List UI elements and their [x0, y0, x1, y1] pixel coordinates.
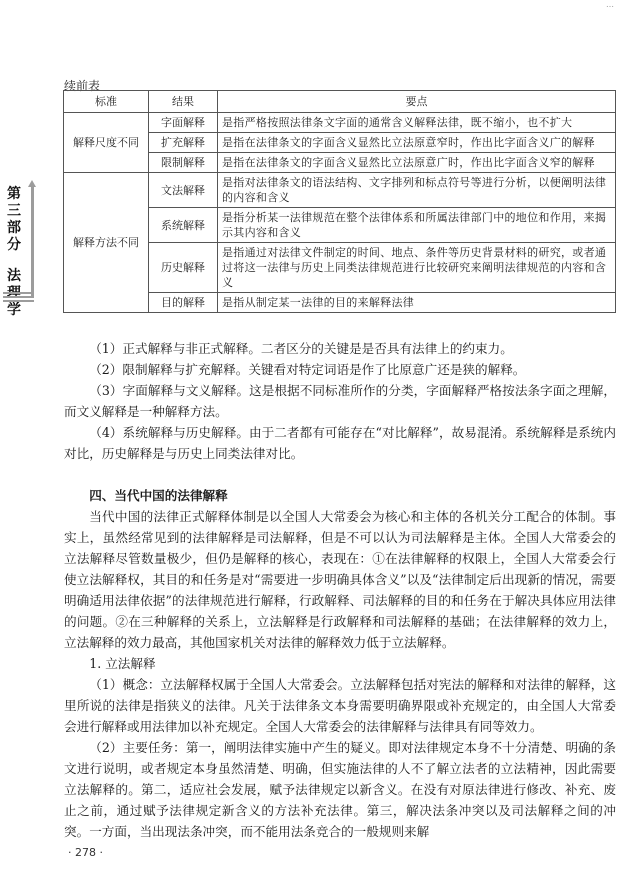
side-tab-char: 部: [7, 220, 21, 236]
point-cell: 是指从制定某一法律的目的来解释法律: [218, 293, 616, 313]
side-decorative-lines: [3, 292, 34, 304]
point-cell: 是指在法律条文的字面含义显然比立法原意广时，作出比字面含义窄的解释: [218, 153, 616, 173]
side-tab-char: 三: [7, 203, 21, 219]
header-standard: 标准: [64, 91, 149, 113]
result-cell: 限制解释: [149, 153, 218, 173]
body-text: [64, 338, 616, 842]
standard-cell: 解释方法不同: [64, 173, 149, 313]
side-tab-char: 分: [7, 237, 21, 253]
point-cell: 是指分析某一法律规范在整个法律体系和所属法律部门中的地位和作用，来揭示其内容和含义: [218, 208, 616, 243]
paragraph: 当代中国的法律正式解释体制是以全国人大常委会为核心和主体的各机关分工配合的体制。事实上，虽然经常见到的法律解释是司法解释，但是不可以认为司法解释是主体。全国人大常委会的立法解释尽管数量极少，但仍是解释的核心，表现在：①在法律解释的权限上，全国人大常委会行使立法解释权，其目的和任务是对“需要进一步明确具体含义”以及“法律制定后出现新的情况，需要明确适用法律依据”的法律规范进行解释，行政解释、司法解释的目的和任务在于解决具体应用法律的问题。②在三种解释的关系上，立法解释是行政解释和司法解释的基础；在法律解释的效力上，立法解释的效力最高，其他国家机关对法律的解释效力低于立法解释。: [64, 509, 616, 650]
result-cell: 历史解释: [149, 243, 218, 293]
side-tab-char: 法: [7, 268, 21, 284]
result-cell: 字面解释: [149, 113, 218, 133]
interpretation-table: [63, 90, 616, 313]
point-cell: 是指对法律条文的语法结构、文字排列和标点符号等进行分析，以便阐明法律的内容和含义: [218, 173, 616, 208]
point-cell: 是指严格按照法律条文字面的通常含义解释法律，既不缩小，也不扩大: [218, 113, 616, 133]
header-result: 结果: [149, 91, 218, 113]
corner-mark: …: [606, 0, 614, 9]
point-cell: 是指通过对法律文件制定的时间、地点、条件等历史背景材料的研究，或者通过将这一法律与历史上同类法律规范进行比较研究来阐明法律规范的内容和含义: [218, 243, 616, 293]
paragraph: （1）正式解释与非正式解释。二者区分的关键是是否具有法律上的约束力。: [89, 341, 513, 356]
table-header-row: [64, 91, 616, 113]
side-tab-char: 学: [7, 302, 21, 318]
subsection-heading: 1. 立法解释: [89, 656, 156, 671]
result-cell: 扩充解释: [149, 133, 218, 153]
table-row: [64, 113, 616, 133]
header-points: 要点: [218, 91, 616, 113]
side-bar: [31, 186, 34, 296]
section-heading: 四、当代中国的法律解释: [89, 488, 228, 503]
paragraph: （2）主要任务：第一，阐明法律实施中产生的疑义。即对法律规定本身不十分清楚、明确的条文进行说明，或者规定本身虽然清楚、明确，但实施法律的人不了解立法者的立法精神，因此需要立法解释的。第二，适应社会发展，赋予法律规定以新含义。在没有对原法律进行修改、补充、废止之前，通过赋予法律规定新含义的方法补充法律。第三，解决法条冲突以及司法解释之间的冲突。一方面，当出现法条冲突，而不能用法条竞合的一般规则来解: [64, 740, 616, 839]
paragraph: （3）字面解释与文义解释。这是根据不同标准所作的分类，字面解释严格按法条字面之理解，而文义解释是一种解释方法。: [64, 383, 616, 419]
result-cell: 系统解释: [149, 208, 218, 243]
paragraph: （1）概念：立法解释权属于全国人大常委会。立法解释包括对宪法的解释和对法律的解释，这里所说的法律是指狭义的法律。凡关于法律条文本身需要明确界限或补充规定的，由全国人大常委会进行解释或用法律加以补充规定。全国人大常委会的法律解释与法律具有同等效力。: [64, 677, 616, 734]
result-cell: 文法解释: [149, 173, 218, 208]
result-cell: 目的解释: [149, 293, 218, 313]
table-caption: 续前表: [64, 79, 101, 93]
table-row: [64, 173, 616, 208]
standard-cell: 解释尺度不同: [64, 113, 149, 173]
paragraph: （2）限制解释与扩充解释。关键看对特定词语是作了比原意广还是狭的解释。: [89, 362, 526, 377]
page-number: · 278 ·: [68, 846, 103, 859]
paragraph: （4）系统解释与历史解释。由于二者都有可能存在“对比解释”，故易混淆。系统解释是系统内对比，历史解释是与历史上同类法律对比。: [64, 425, 616, 461]
side-tab-char: 第: [7, 186, 21, 202]
point-cell: 是指在法律条文的字面含义显然比立法原意窄时，作出比字面含义广的解释: [218, 133, 616, 153]
